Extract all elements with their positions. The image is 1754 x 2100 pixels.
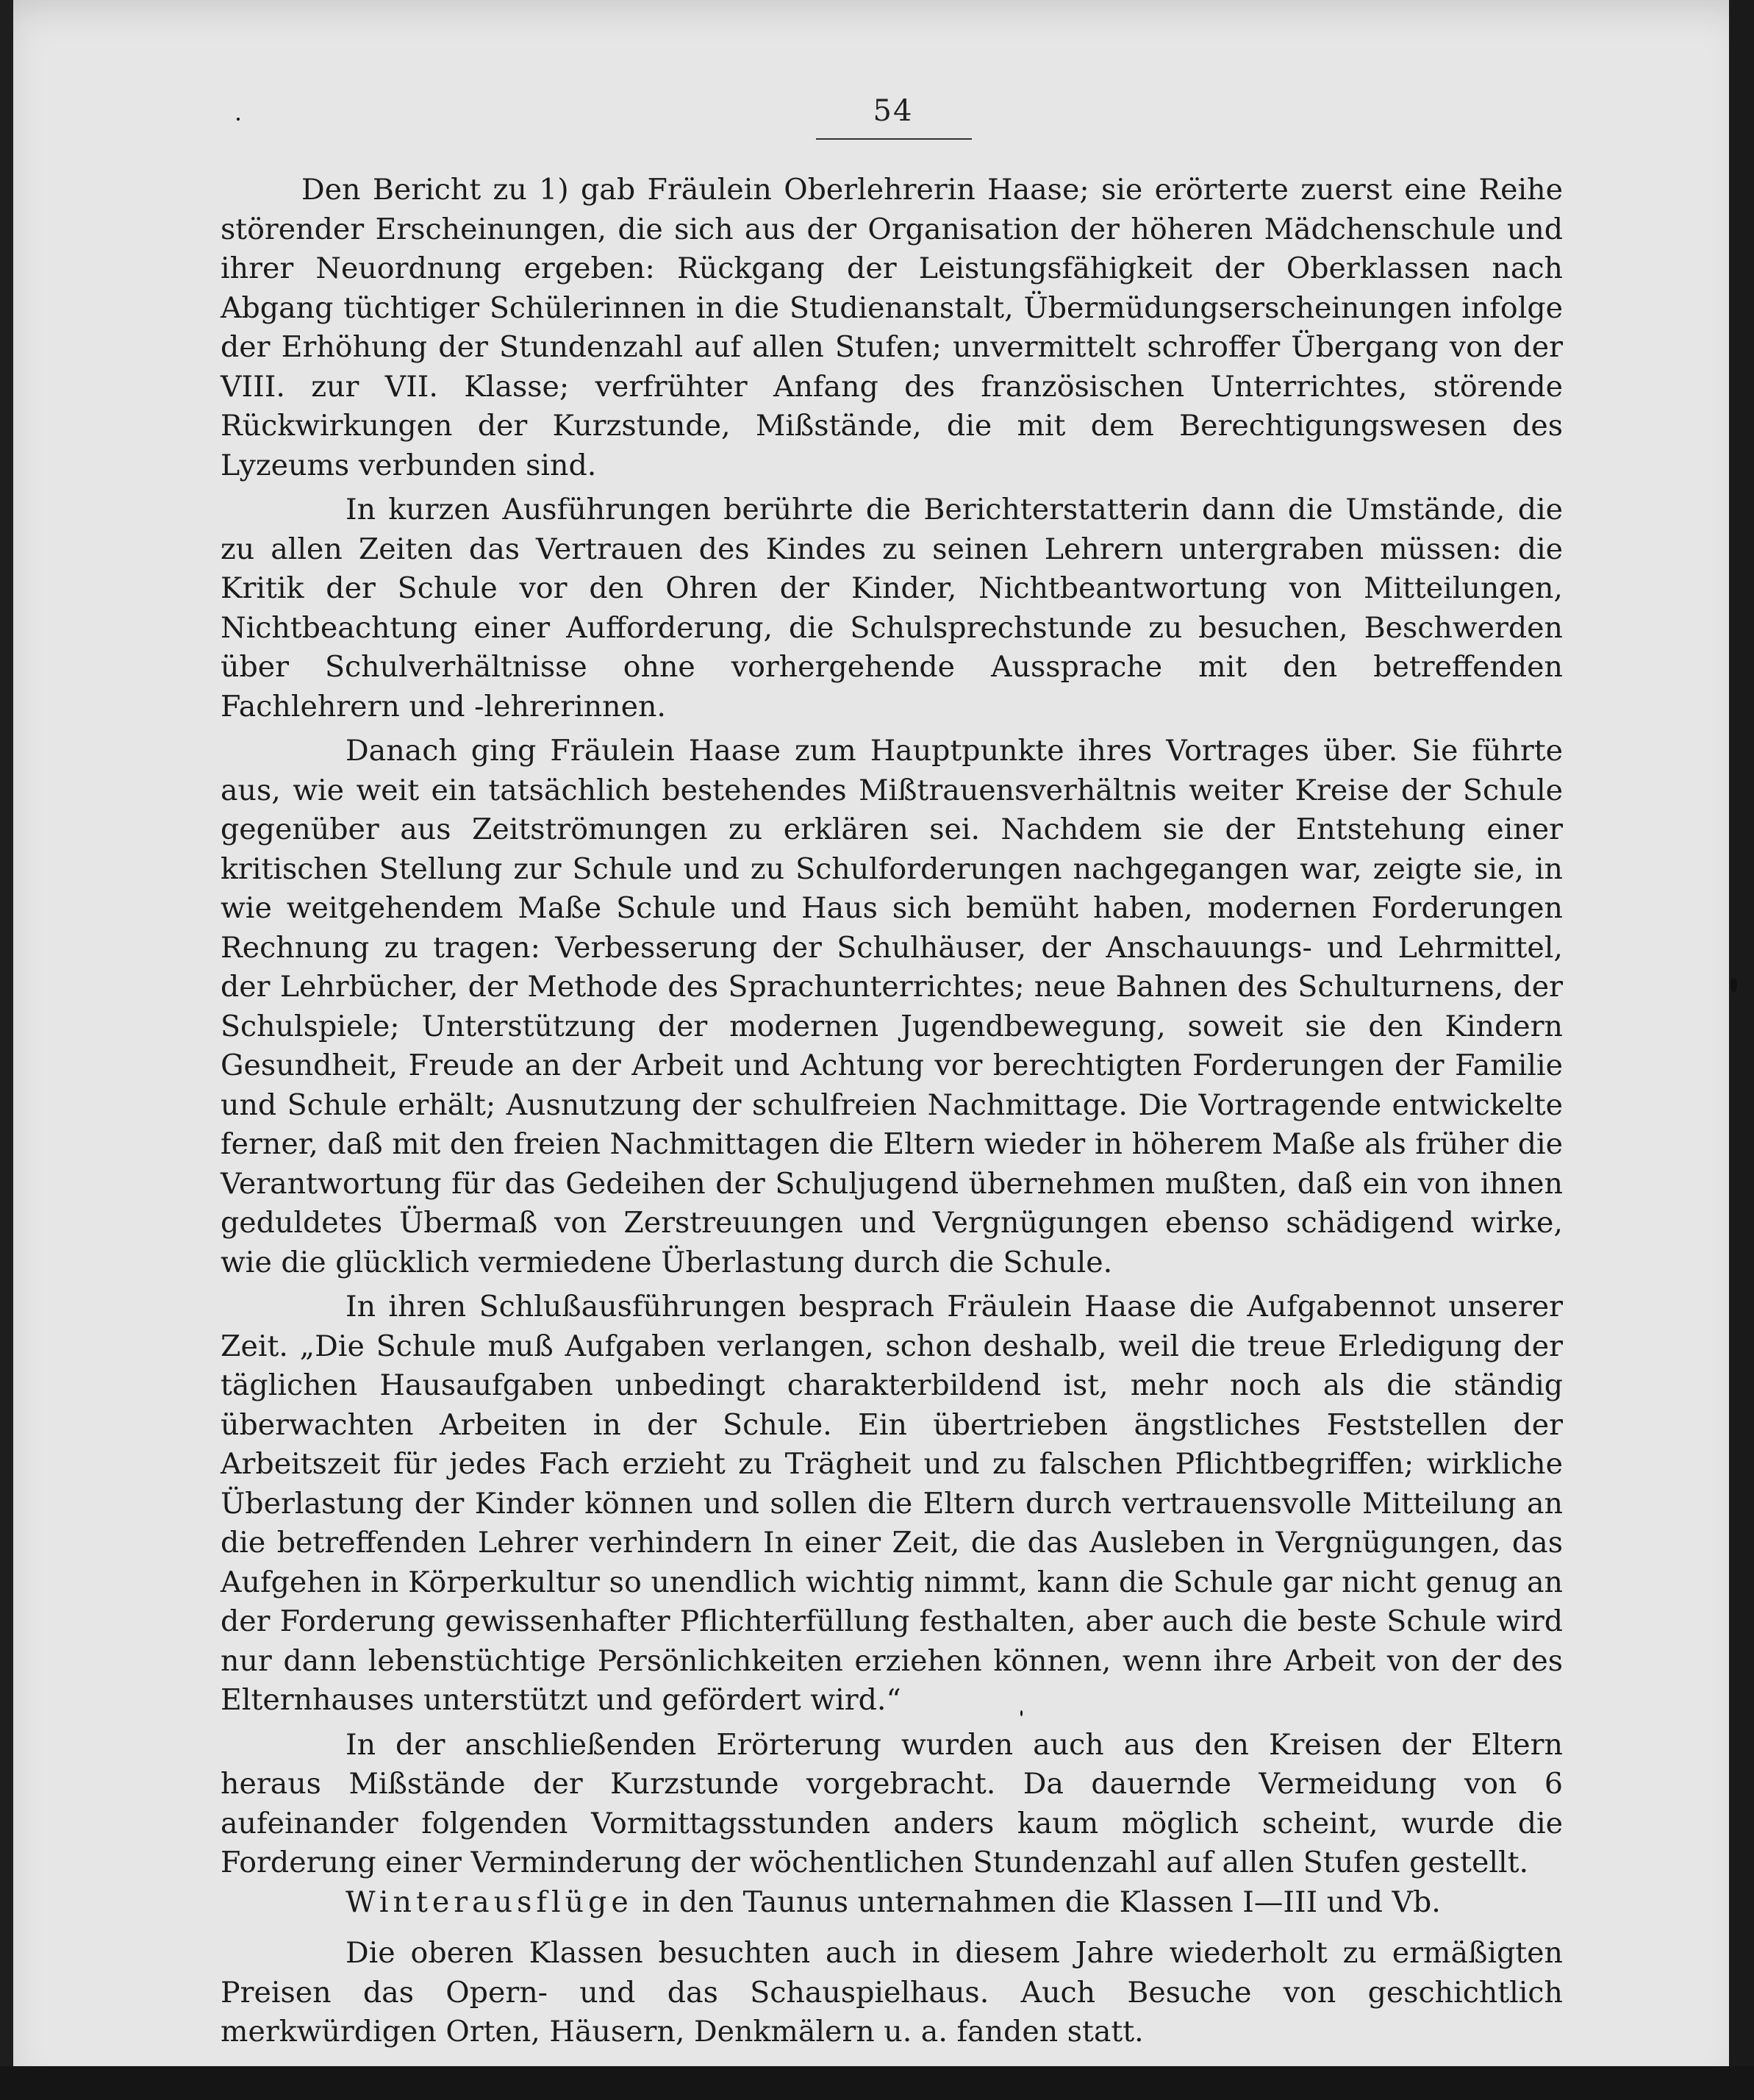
page-number-rule	[816, 138, 972, 140]
scan-speck	[1730, 978, 1737, 993]
scan-speck	[1020, 1710, 1023, 1716]
scan-border-left	[0, 0, 13, 2100]
body-text	[221, 171, 1563, 2052]
paragraph-report-haase: Den Bericht zu 1) gab Fräulein Oberlehrerin Haase; sie erörterte zuerst eine Reihe störender Erscheinungen, die sich aus der Organisation der höheren Mädchenschule und ihrer Neuordnung ergeben: Rückgang der Leistungsfähigkeit der Oberklassen nach Abgang tüchtiger Schülerinnen in die Studienanstalt, Übermüdungserscheinungen infolge der Erhöhung der Stundenzahl auf allen Stufen; unvermittelt schroffer Übergang von der VIII. zur VII. Klasse; verfrühter Anfang des französischen Unterrichtes, störende Rückwirkungen der Kurzstunde, Mißstände, die mit dem Berechtigungswesen des Lyzeums verbunden sind.	[221, 173, 1563, 482]
paragraph-theatre-visits: Die oberen Klassen besuchten auch in diesem Jahre wiederholt zu ermäßigten Preisen das Opern- und das Schauspielhaus. Auch Besuche von geschichtlich merkwürdigen Orten, Häusern, Denkmälern u. a. fanden statt.	[221, 1936, 1563, 2049]
paragraph-excursions	[221, 1883, 1563, 1923]
scan-border-bottom	[0, 2066, 1754, 2100]
paragraph-homework: In ihren Schlußausführungen besprach Fräulein Haase die Aufgabennot unserer Zeit. „Die Schule muß Aufgaben verlangen, schon deshalb, weil die treue Erledigung der täglichen Hausaufgaben unbedingt charakterbildend ist, mehr noch als die ständig überwachten Arbeiten in der Schule. Ein übertrieben ängstliches Feststellen der Arbeitszeit für jedes Fach erzieht zu Trägheit und zu falschen Pflichtbegriffen; wirkliche Überlastung der Kinder können und sollen die Eltern durch vertrauensvolle Mitteilung an die betreffenden Lehrer verhindern In einer Zeit, die das Ausleben in Vergnügungen, das Aufgehen in Körperkultur so unendlich wichtig nimmt, kann die Schule gar nicht genug an der Forderung gewissenhafter Pflichterfüllung festhalten, aber auch die beste Schule wird nur dann lebenstüchtige Persönlichkeiten erziehen können, wenn ihre Arbeit von der des Elternhauses unterstützt und gefördert wird.“	[221, 1290, 1563, 1717]
excursions-text: in den Taunus unternahmen die Klassen I—III und Vb.	[632, 1885, 1441, 1919]
paragraph-discussion: In der anschließenden Erörterung wurden auch aus den Kreisen der Eltern heraus Mißstände der Kurzstunde vorgebracht. Da dauernde Vermeidung von 6 aufeinander folgenden Vormittagsstunden anders kaum möglich scheint, wurde die Forderung einer Verminderung der wöchentlichen Stundenzahl auf allen Stufen gestellt.	[221, 1727, 1563, 1879]
paragraph-trust-child: In kurzen Ausführungen berührte die Berichterstatterin dann die Umstände, die zu allen Zeiten das Vertrauen des Kindes zu seinen Lehrern untergraben müssen: die Kritik der Schule vor den Ohren der Kinder, Nichtbeantwortung von Mitteilungen, Nichtbeachtung einer Aufforderung, die Schulsprechstunde zu besuchen, Beschwerden über Schulverhältnisse ohne vorhergehende Aussprache mit den betreffenden Fachlehrern und -lehrerinnen.	[221, 493, 1563, 724]
excursions-term: Winterausflüge	[346, 1885, 633, 1919]
page-number: 54	[873, 94, 914, 128]
scan-speck	[237, 118, 240, 121]
paragraph-main-points: Danach ging Fräulein Haase zum Hauptpunkte ihres Vortrages über. Sie führte aus, wie weit ein tatsächlich bestehendes Mißtrauensverhältnis weiter Kreise der Schule gegenüber aus Zeitströmungen zu erklären sei. Nachdem sie der Entstehung einer kritischen Stellung zur Schule und zu Schulforderungen nachgegangen war, zeigte sie, in wie weitgehendem Maße Schule und Haus sich bemüht haben, modernen Forderungen Rechnung zu tragen: Verbesserung der Schulhäuser, der Anschauungs- und Lehrmittel, der Lehrbücher, der Methode des Sprachunterrichtes; neue Bahnen des Schulturnens, der Schulspiele; Unterstützung der modernen Jugendbewegung, soweit sie den Kindern Gesundheit, Freude an der Arbeit und Achtung vor berechtigten Forderungen der Familie und Schule erhält; Ausnutzung der schulfreien Nachmittage. Die Vortragende entwickelte ferner, daß mit den freien Nachmittagen die Eltern wieder in höherem Maße als früher die Verantwortung für das Gedeihen der Schuljugend übernehmen mußten, daß ein von ihnen geduldetes Übermaß von Zerstreuungen und Vergnügungen ebenso schädigend wirke, wie die glücklich vermiedene Überlastung durch die Schule.	[221, 734, 1563, 1279]
scan-border-right	[1729, 0, 1754, 2100]
